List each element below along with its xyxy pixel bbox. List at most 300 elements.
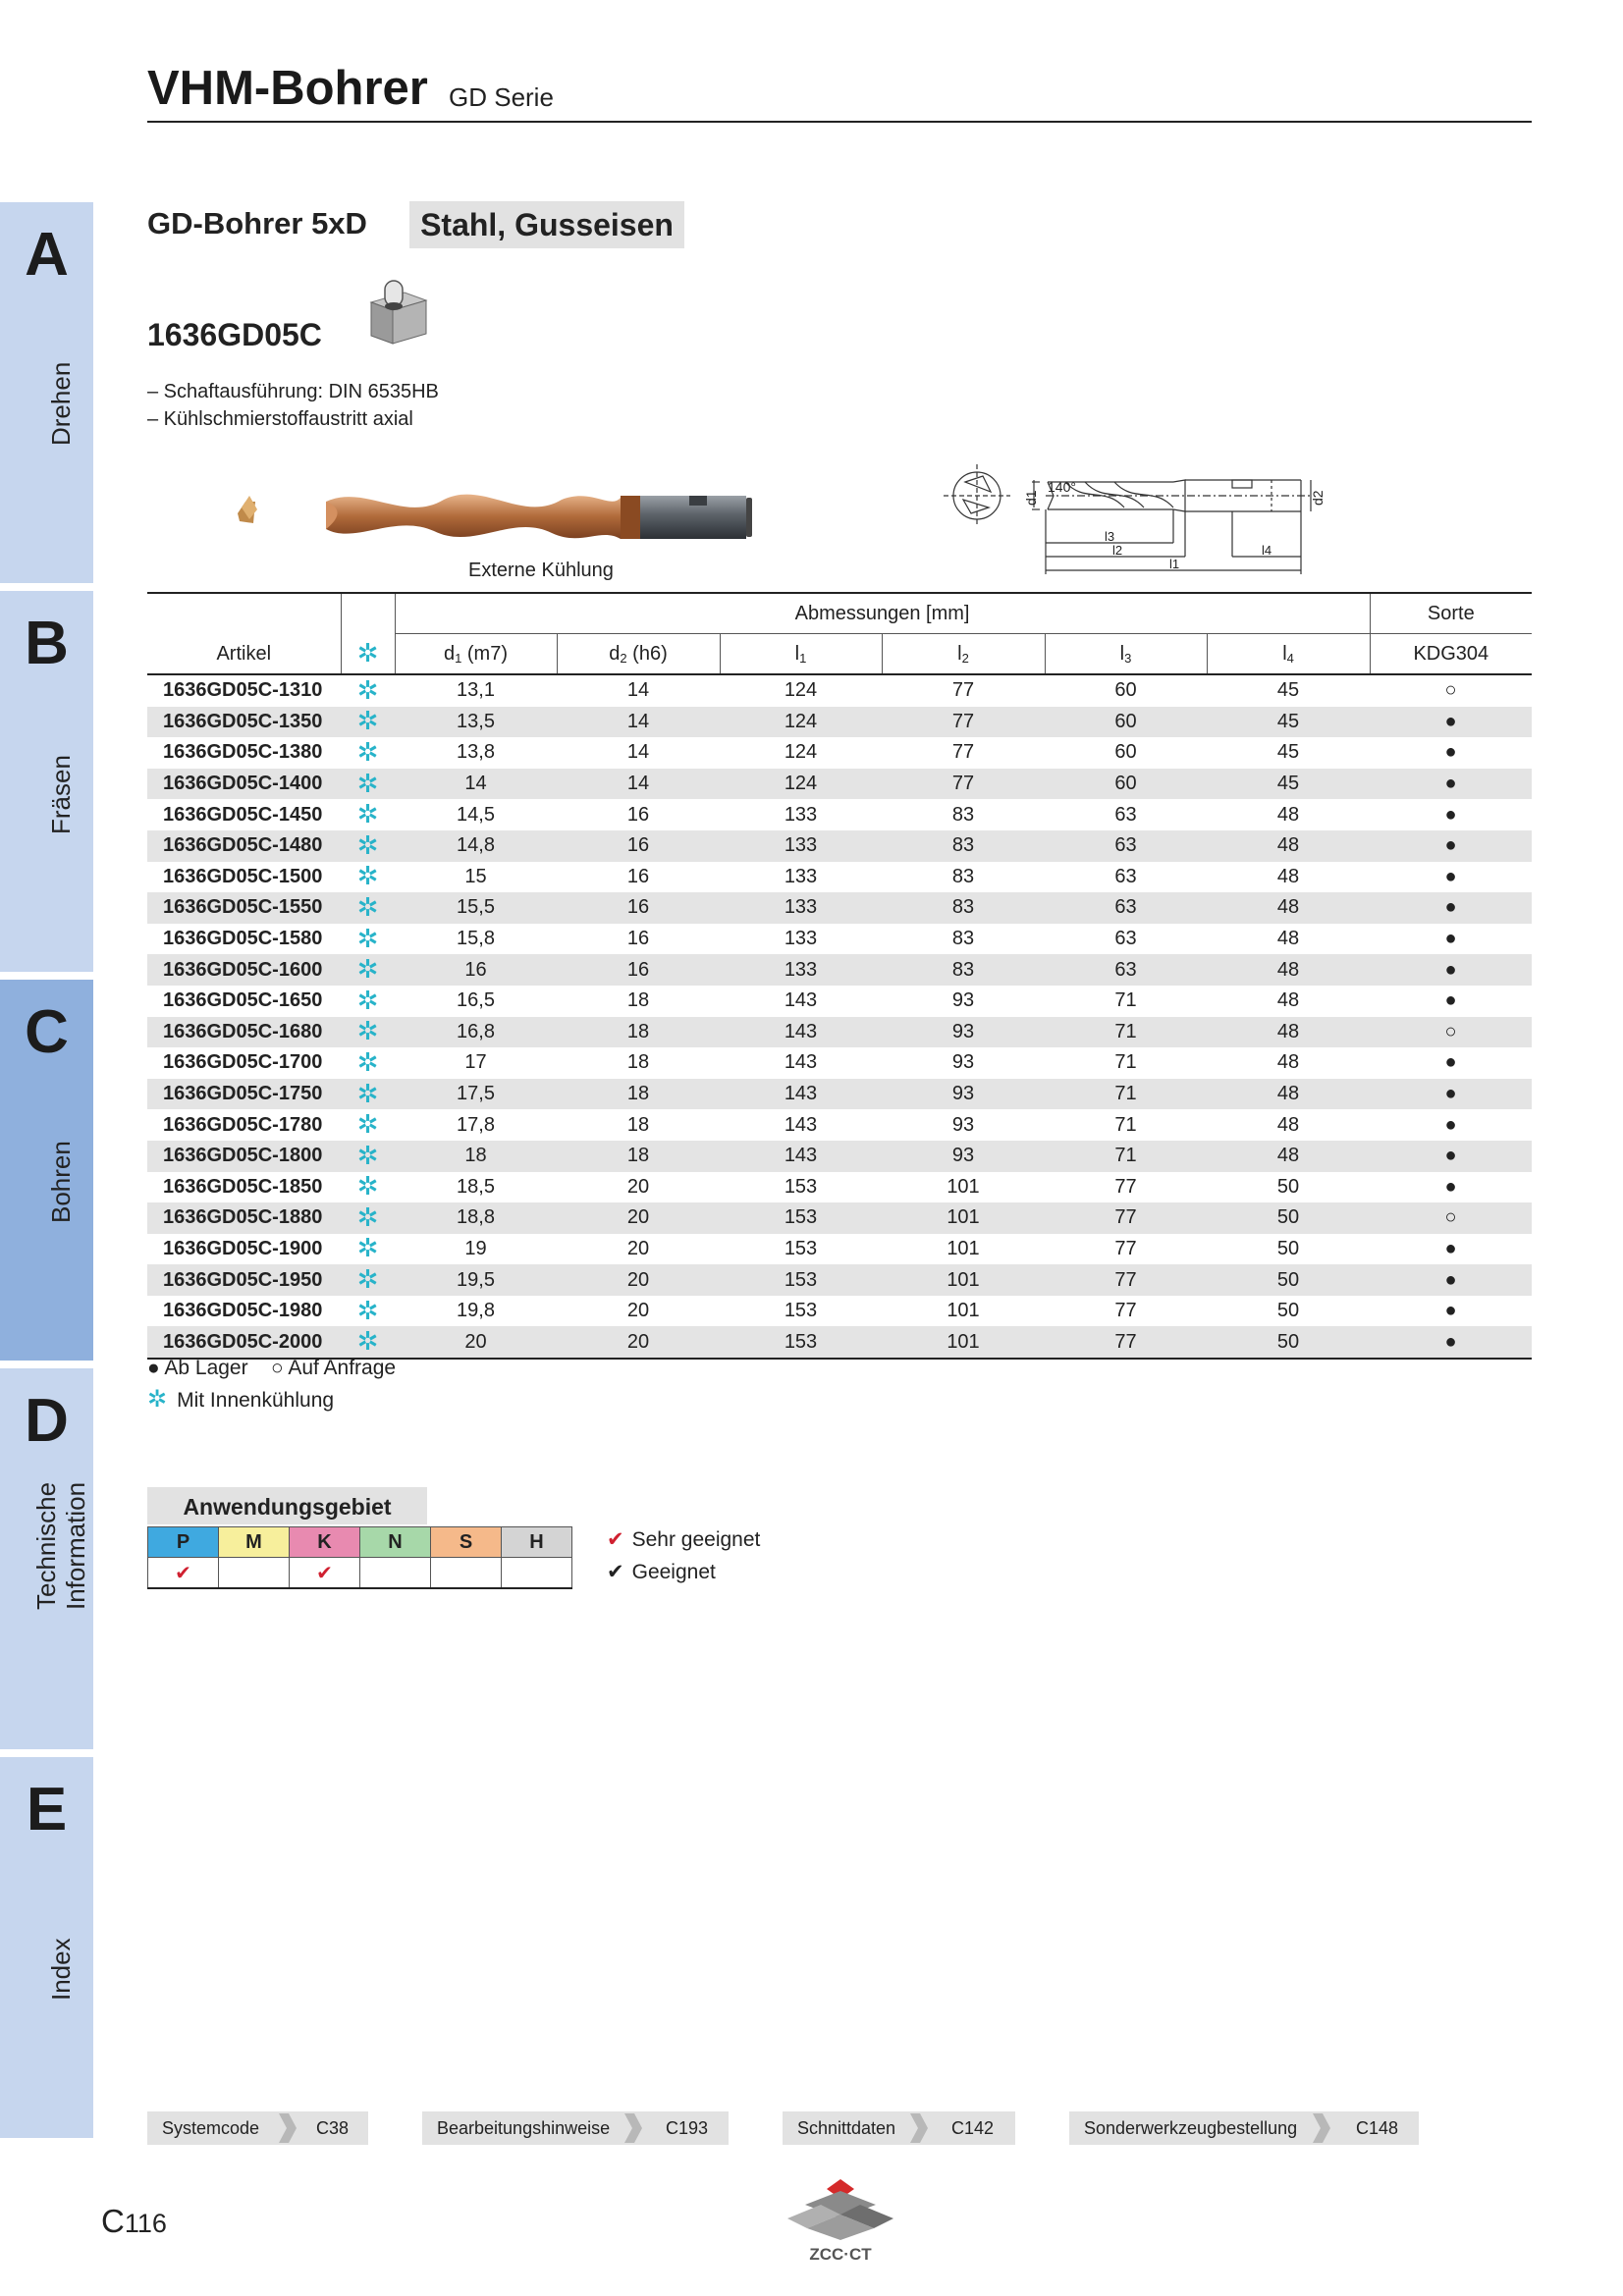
d2-cell: 14 xyxy=(626,741,650,764)
availability-cell: ● xyxy=(1444,741,1457,764)
chevron-right-icon xyxy=(1311,2111,1332,2145)
on-request-label: Auf Anfrage xyxy=(288,1357,397,1379)
side-tab-label-line: Information xyxy=(61,1481,90,1610)
l3-cell: 77 xyxy=(1114,1300,1137,1322)
d2-cell: 18 xyxy=(626,1051,650,1074)
col-grade-kdg304: KDG304 xyxy=(1370,634,1532,675)
header-rule xyxy=(147,121,1532,123)
logo-text: ZCC·CT xyxy=(809,2245,872,2264)
zccct-logo xyxy=(782,2175,899,2264)
d2-cell: 16 xyxy=(557,830,720,862)
ref-name: Systemcode xyxy=(162,2118,260,2138)
side-tab-label: Bohren xyxy=(46,1141,76,1223)
snowflake-icon: ✲ xyxy=(356,861,379,891)
diagram-l2-label: l2 xyxy=(1112,543,1123,558)
col-l-sym: l xyxy=(1282,642,1287,665)
material-group-s: S xyxy=(431,1527,502,1558)
l3-cell: 71 xyxy=(1045,1141,1207,1172)
ref-code: C142 xyxy=(951,2118,995,2138)
table-row xyxy=(147,862,1532,893)
snowflake-icon: ✲ xyxy=(356,674,379,705)
coolant-legend xyxy=(147,1388,334,1413)
d1-cell: 18,5 xyxy=(457,1175,495,1198)
l4-cell: 48 xyxy=(1207,1079,1370,1110)
snowflake-icon: ✲ xyxy=(356,706,379,736)
snowflake-icon: ✲ xyxy=(356,1140,379,1170)
availability-cell: ● xyxy=(1370,830,1532,862)
col-article: Artikel xyxy=(147,593,341,674)
diagram-l1-label: l1 xyxy=(1169,557,1180,571)
side-tab-label: Drehen xyxy=(46,361,76,446)
article-number-cell: 1636GD05C-2000 xyxy=(147,1326,341,1359)
coolant-cell xyxy=(341,1234,395,1265)
side-tab-c[interactable] xyxy=(0,980,93,1361)
availability-cell: ● xyxy=(1370,769,1532,800)
in-stock-label: Ab Lager xyxy=(164,1357,248,1379)
l1-cell: 124 xyxy=(720,769,882,800)
table-row xyxy=(147,1234,1532,1265)
l3-cell: 71 xyxy=(1045,1017,1207,1048)
l3-cell: 60 xyxy=(1045,707,1207,738)
side-tab-e[interactable] xyxy=(0,1757,93,2138)
in-stock-symbol: ● xyxy=(147,1357,160,1379)
side-tab-letter: C xyxy=(25,998,69,1066)
drill-photo xyxy=(228,466,763,553)
d2-cell: 18 xyxy=(557,1141,720,1172)
l1-cell: 124 xyxy=(784,679,818,702)
l1-cell: 153 xyxy=(784,1237,818,1259)
check-red-icon: ✔ xyxy=(175,1562,191,1584)
workpiece-material-icon xyxy=(365,279,430,349)
snowflake-icon: ✲ xyxy=(356,768,379,798)
l4-cell: 48 xyxy=(1276,928,1300,950)
d2-cell: 20 xyxy=(626,1237,650,1259)
side-tab-letter: A xyxy=(25,221,69,289)
l1-cell: 133 xyxy=(720,830,882,862)
table-row xyxy=(147,1326,1532,1359)
l3-cell: 60 xyxy=(1045,769,1207,800)
l2-cell: 77 xyxy=(951,741,975,764)
feature-shank: – Schaftausführung: DIN 6535HB xyxy=(147,381,439,402)
ref-code: C38 xyxy=(316,2118,350,2138)
col-d2-suffix: (h6) xyxy=(626,642,668,665)
l3-cell: 60 xyxy=(1114,679,1137,702)
l1-cell: 143 xyxy=(784,1051,818,1074)
legend-very-suitable xyxy=(607,1527,760,1552)
l2-cell: 93 xyxy=(882,1141,1045,1172)
diagram-l3-label: l3 xyxy=(1105,529,1115,544)
col-coolant xyxy=(341,593,395,674)
snowflake-icon: ✲ xyxy=(356,829,379,860)
l1-cell: 153 xyxy=(720,1326,882,1359)
side-tab-d[interactable] xyxy=(0,1368,93,1749)
col-d2-sym: d xyxy=(609,642,621,665)
d2-cell: 20 xyxy=(557,1264,720,1296)
coolant-cell xyxy=(341,1141,395,1172)
d1-cell: 14,5 xyxy=(457,803,495,826)
d2-cell: 14 xyxy=(557,707,720,738)
snowflake-icon: ✲ xyxy=(356,1016,379,1046)
l2-cell: 101 xyxy=(947,1300,980,1322)
d1-cell: 16 xyxy=(395,954,557,986)
availability-cell: ● xyxy=(1444,1051,1457,1074)
l3-cell: 77 xyxy=(1045,1264,1207,1296)
d1-cell: 15,8 xyxy=(457,928,495,950)
availability-cell: ○ xyxy=(1370,1202,1532,1234)
l4-cell: 50 xyxy=(1276,1175,1300,1198)
availability-cell: ● xyxy=(1370,1141,1532,1172)
table-row xyxy=(147,924,1532,955)
col-group-grade: Sorte xyxy=(1370,593,1532,634)
availability-cell: ○ xyxy=(1370,1017,1532,1048)
d1-cell: 17,8 xyxy=(457,1113,495,1136)
l1-cell: 133 xyxy=(720,954,882,986)
l1-cell: 143 xyxy=(784,1113,818,1136)
snowflake-icon: ✲ xyxy=(356,1201,379,1232)
coolant-cell xyxy=(341,1047,395,1079)
l2-cell: 83 xyxy=(951,865,975,887)
l3-cell: 71 xyxy=(1114,1051,1137,1074)
coolant-cell xyxy=(341,862,395,893)
side-tab-label-line: Technische xyxy=(31,1481,61,1610)
snowflake-icon: ✲ xyxy=(356,638,379,667)
coolant-cell xyxy=(341,1326,395,1359)
ref-name: Sonderwerkzeugbestellung xyxy=(1084,2118,1298,2138)
l2-cell: 83 xyxy=(951,803,975,826)
col-l-sym: l xyxy=(1119,642,1125,665)
l1-cell: 143 xyxy=(720,1079,882,1110)
l1-cell: 153 xyxy=(784,1175,818,1198)
side-tab-letter: D xyxy=(25,1387,69,1455)
suitability-cell xyxy=(431,1558,502,1589)
article-number-cell: 1636GD05C-1980 xyxy=(163,1300,323,1322)
snowflake-icon: ✲ xyxy=(356,1171,379,1201)
l1-cell: 143 xyxy=(720,1141,882,1172)
snowflake-icon: ✲ xyxy=(356,1264,379,1295)
l4-cell: 45 xyxy=(1276,741,1300,764)
l4-cell: 48 xyxy=(1207,1017,1370,1048)
internal-coolant-label: Mit Innenkühlung xyxy=(177,1389,335,1412)
d2-cell: 16 xyxy=(557,892,720,924)
l3-cell: 63 xyxy=(1114,928,1137,950)
feature-coolant: – Kühlschmierstoffaustritt axial xyxy=(147,408,413,430)
table-row xyxy=(147,986,1532,1017)
chevron-right-icon xyxy=(908,2111,930,2145)
l4-cell: 50 xyxy=(1207,1264,1370,1296)
coolant-cell xyxy=(341,830,395,862)
d1-cell: 18 xyxy=(395,1141,557,1172)
check-red-icon: ✔ xyxy=(316,1562,333,1584)
l4-cell: 48 xyxy=(1276,1113,1300,1136)
drill-dimension-diagram xyxy=(938,447,1438,579)
side-tab-letter: B xyxy=(25,610,69,677)
side-tab-a[interactable] xyxy=(0,202,93,583)
page-number xyxy=(101,2203,167,2240)
coolant-cell xyxy=(341,924,395,955)
coolant-cell xyxy=(341,1017,395,1048)
l3-cell: 77 xyxy=(1045,1326,1207,1359)
ref-sonderwerkzeugbestellung[interactable] xyxy=(1069,2111,1419,2145)
availability-cell: ● xyxy=(1444,928,1457,950)
d1-cell: 14,8 xyxy=(395,830,557,862)
col-l3 xyxy=(1045,634,1207,675)
ref-code: C148 xyxy=(1356,2118,1399,2138)
l1-cell: 124 xyxy=(784,741,818,764)
l2-cell: 101 xyxy=(947,1175,980,1198)
side-tab-label: Index xyxy=(46,1938,76,2001)
l3-cell: 63 xyxy=(1114,803,1137,826)
l4-cell: 48 xyxy=(1276,1051,1300,1074)
coolant-cell xyxy=(341,769,395,800)
diagram-d2-label: d2 xyxy=(1310,490,1325,506)
l4-cell: 48 xyxy=(1207,830,1370,862)
table-row xyxy=(147,1079,1532,1110)
product-name: GD-Bohrer 5xD xyxy=(147,206,367,240)
d1-cell: 16,8 xyxy=(395,1017,557,1048)
table-row xyxy=(147,954,1532,986)
col-l3-sub: 3 xyxy=(1124,650,1132,666)
col-d1-sym: d xyxy=(443,642,456,665)
article-number-cell: 1636GD05C-1400 xyxy=(147,769,341,800)
l4-cell: 50 xyxy=(1207,1326,1370,1359)
d1-cell: 17,5 xyxy=(395,1079,557,1110)
col-d1-suffix: (m7) xyxy=(461,642,509,665)
availability-cell: ● xyxy=(1444,989,1457,1012)
l4-cell: 48 xyxy=(1207,954,1370,986)
side-tab-b[interactable] xyxy=(0,591,93,972)
coolant-cell xyxy=(341,1264,395,1296)
table-row xyxy=(147,737,1532,769)
article-number-cell: 1636GD05C-1750 xyxy=(147,1079,341,1110)
availability-cell: ● xyxy=(1370,892,1532,924)
d2-cell: 14 xyxy=(557,769,720,800)
article-number-cell: 1636GD05C-1480 xyxy=(147,830,341,862)
table-row xyxy=(147,1017,1532,1048)
availability-legend xyxy=(147,1357,396,1380)
snowflake-icon: ✲ xyxy=(356,954,379,985)
diagram-d1-label: d1 xyxy=(1023,490,1039,506)
table-row xyxy=(147,830,1532,862)
article-table xyxy=(147,592,1532,1360)
l3-cell: 60 xyxy=(1114,741,1137,764)
l4-cell: 50 xyxy=(1276,1300,1300,1322)
d2-cell: 20 xyxy=(626,1300,650,1322)
availability-cell: ● xyxy=(1370,707,1532,738)
d2-cell: 14 xyxy=(626,679,650,702)
snowflake-icon: ✲ xyxy=(147,1386,168,1413)
d2-cell: 18 xyxy=(626,1113,650,1136)
coolant-cell xyxy=(341,707,395,738)
availability-cell: ● xyxy=(1444,1300,1457,1322)
article-number-cell: 1636GD05C-1880 xyxy=(147,1202,341,1234)
snowflake-icon: ✲ xyxy=(356,1326,379,1357)
side-tab-label xyxy=(31,1482,90,1610)
col-l4 xyxy=(1207,634,1370,675)
article-table-body xyxy=(147,674,1532,1359)
l1-cell: 153 xyxy=(720,1264,882,1296)
article-number-cell: 1636GD05C-1600 xyxy=(147,954,341,986)
diagram-l4-label: l4 xyxy=(1262,543,1272,558)
l1-cell: 133 xyxy=(720,892,882,924)
table-row xyxy=(147,1264,1532,1296)
col-d2-sub: 2 xyxy=(620,650,627,666)
availability-cell: ● xyxy=(1370,1264,1532,1296)
col-l1-sub: 1 xyxy=(799,650,807,666)
l2-cell: 101 xyxy=(882,1326,1045,1359)
col-l2 xyxy=(882,634,1045,675)
l4-cell: 45 xyxy=(1207,769,1370,800)
l2-cell: 83 xyxy=(951,928,975,950)
table-row xyxy=(147,1109,1532,1141)
l3-cell: 71 xyxy=(1114,1113,1137,1136)
coolant-cell xyxy=(341,737,395,769)
d1-cell: 13,8 xyxy=(457,741,495,764)
d2-cell: 18 xyxy=(626,989,650,1012)
ref-systemcode[interactable] xyxy=(147,2111,368,2145)
l3-cell: 77 xyxy=(1114,1175,1137,1198)
col-l-sym: l xyxy=(957,642,962,665)
d2-cell: 16 xyxy=(626,803,650,826)
article-number-cell: 1636GD05C-1310 xyxy=(163,679,323,702)
l2-cell: 83 xyxy=(882,892,1045,924)
suitability-cell xyxy=(502,1558,572,1589)
table-row xyxy=(147,1141,1532,1172)
d2-cell: 20 xyxy=(557,1202,720,1234)
coolant-cell xyxy=(341,1202,395,1234)
ref-schnittdaten[interactable] xyxy=(783,2111,1015,2145)
col-l4-sub: 4 xyxy=(1286,650,1294,666)
col-l2-sub: 2 xyxy=(961,650,969,666)
material-badge: Stahl, Gusseisen xyxy=(409,201,684,248)
l2-cell: 93 xyxy=(882,1017,1045,1048)
article-number-cell: 1636GD05C-1700 xyxy=(163,1051,323,1074)
page-number-value: 116 xyxy=(124,2209,167,2238)
table-row xyxy=(147,769,1532,800)
d2-cell: 20 xyxy=(557,1326,720,1359)
snowflake-icon: ✲ xyxy=(356,923,379,953)
article-number-cell: 1636GD05C-1450 xyxy=(163,803,323,826)
l3-cell: 77 xyxy=(1114,1237,1137,1259)
article-number-cell: 1636GD05C-1900 xyxy=(163,1237,323,1259)
coolant-cell xyxy=(341,1109,395,1141)
l2-cell: 93 xyxy=(882,1079,1045,1110)
article-number-cell: 1636GD05C-1380 xyxy=(163,741,323,764)
d1-cell: 17 xyxy=(464,1051,487,1074)
d2-cell: 16 xyxy=(557,954,720,986)
ref-code: C193 xyxy=(666,2118,709,2138)
d2-cell: 16 xyxy=(626,928,650,950)
snowflake-icon: ✲ xyxy=(356,1295,379,1325)
material-group-n: N xyxy=(360,1527,431,1558)
l4-cell: 48 xyxy=(1276,989,1300,1012)
ref-name: Bearbeitungshinweise xyxy=(437,2118,611,2138)
availability-cell: ● xyxy=(1370,954,1532,986)
application-table xyxy=(147,1526,572,1589)
snowflake-icon: ✲ xyxy=(356,1233,379,1263)
col-d1-sub: 1 xyxy=(455,650,462,666)
l2-cell: 93 xyxy=(951,1113,975,1136)
l3-cell: 71 xyxy=(1114,989,1137,1012)
table-row xyxy=(147,1172,1532,1203)
page-prefix: C xyxy=(101,2203,125,2239)
availability-cell: ● xyxy=(1444,1175,1457,1198)
l1-cell: 133 xyxy=(784,928,818,950)
article-number-cell: 1636GD05C-1650 xyxy=(163,989,323,1012)
application-title: Anwendungsgebiet xyxy=(147,1487,427,1524)
l4-cell: 45 xyxy=(1207,707,1370,738)
l4-cell: 48 xyxy=(1207,1141,1370,1172)
d1-cell: 19,5 xyxy=(395,1264,557,1296)
snowflake-icon: ✲ xyxy=(356,891,379,922)
availability-cell: ○ xyxy=(1444,679,1457,702)
ref-name: Schnittdaten xyxy=(797,2118,896,2138)
l2-cell: 83 xyxy=(882,830,1045,862)
table-row xyxy=(147,1047,1532,1079)
l1-cell: 143 xyxy=(784,989,818,1012)
d1-cell: 19 xyxy=(464,1237,487,1259)
snowflake-icon: ✲ xyxy=(356,736,379,767)
article-code: 1636GD05C xyxy=(147,317,322,352)
col-l-sym: l xyxy=(794,642,800,665)
table-row xyxy=(147,674,1532,707)
d1-cell: 15 xyxy=(464,865,487,887)
l3-cell: 77 xyxy=(1045,1202,1207,1234)
legend-very-suitable-label: Sehr geeignet xyxy=(631,1528,761,1551)
coolant-cell xyxy=(341,799,395,830)
material-group-m: M xyxy=(219,1527,290,1558)
l2-cell: 77 xyxy=(882,769,1045,800)
d1-cell: 13,1 xyxy=(457,679,495,702)
snowflake-icon: ✲ xyxy=(356,985,379,1015)
availability-cell: ● xyxy=(1370,1079,1532,1110)
l2-cell: 101 xyxy=(882,1202,1045,1234)
article-number-cell: 1636GD05C-1780 xyxy=(163,1113,323,1136)
side-tab-label: Fräsen xyxy=(46,755,76,834)
table-row xyxy=(147,1202,1532,1234)
on-request-symbol: ○ xyxy=(270,1357,284,1379)
l1-cell: 153 xyxy=(784,1300,818,1322)
material-group-p: P xyxy=(148,1527,219,1558)
article-number-cell: 1636GD05C-1580 xyxy=(163,928,323,950)
availability-cell: ● xyxy=(1444,1113,1457,1136)
legend-suitable xyxy=(607,1560,716,1584)
suitability-cell xyxy=(219,1558,290,1589)
l1-cell: 153 xyxy=(720,1202,882,1234)
coolant-cell xyxy=(341,986,395,1017)
diagram-angle-label: 140° xyxy=(1048,479,1076,495)
check-icon: ✔ xyxy=(607,1561,624,1583)
l2-cell: 83 xyxy=(882,954,1045,986)
l2-cell: 77 xyxy=(882,707,1045,738)
l2-cell: 101 xyxy=(882,1264,1045,1296)
d1-cell: 18,8 xyxy=(395,1202,557,1234)
article-number-cell: 1636GD05C-1350 xyxy=(147,707,341,738)
coolant-cell xyxy=(341,674,395,707)
page-title: VHM-Bohrer xyxy=(147,62,428,115)
table-row xyxy=(147,1296,1532,1327)
d2-cell: 16 xyxy=(626,865,650,887)
table-row xyxy=(147,892,1532,924)
side-tab-letter: E xyxy=(26,1776,68,1843)
l4-cell: 48 xyxy=(1276,803,1300,826)
d1-cell: 15,5 xyxy=(395,892,557,924)
snowflake-icon: ✲ xyxy=(356,1078,379,1108)
ref-bearbeitungshinweise[interactable] xyxy=(422,2111,729,2145)
suitability-cell xyxy=(360,1558,431,1589)
d1-cell: 19,8 xyxy=(457,1300,495,1322)
availability-cell: ● xyxy=(1444,865,1457,887)
l2-cell: 93 xyxy=(951,1051,975,1074)
